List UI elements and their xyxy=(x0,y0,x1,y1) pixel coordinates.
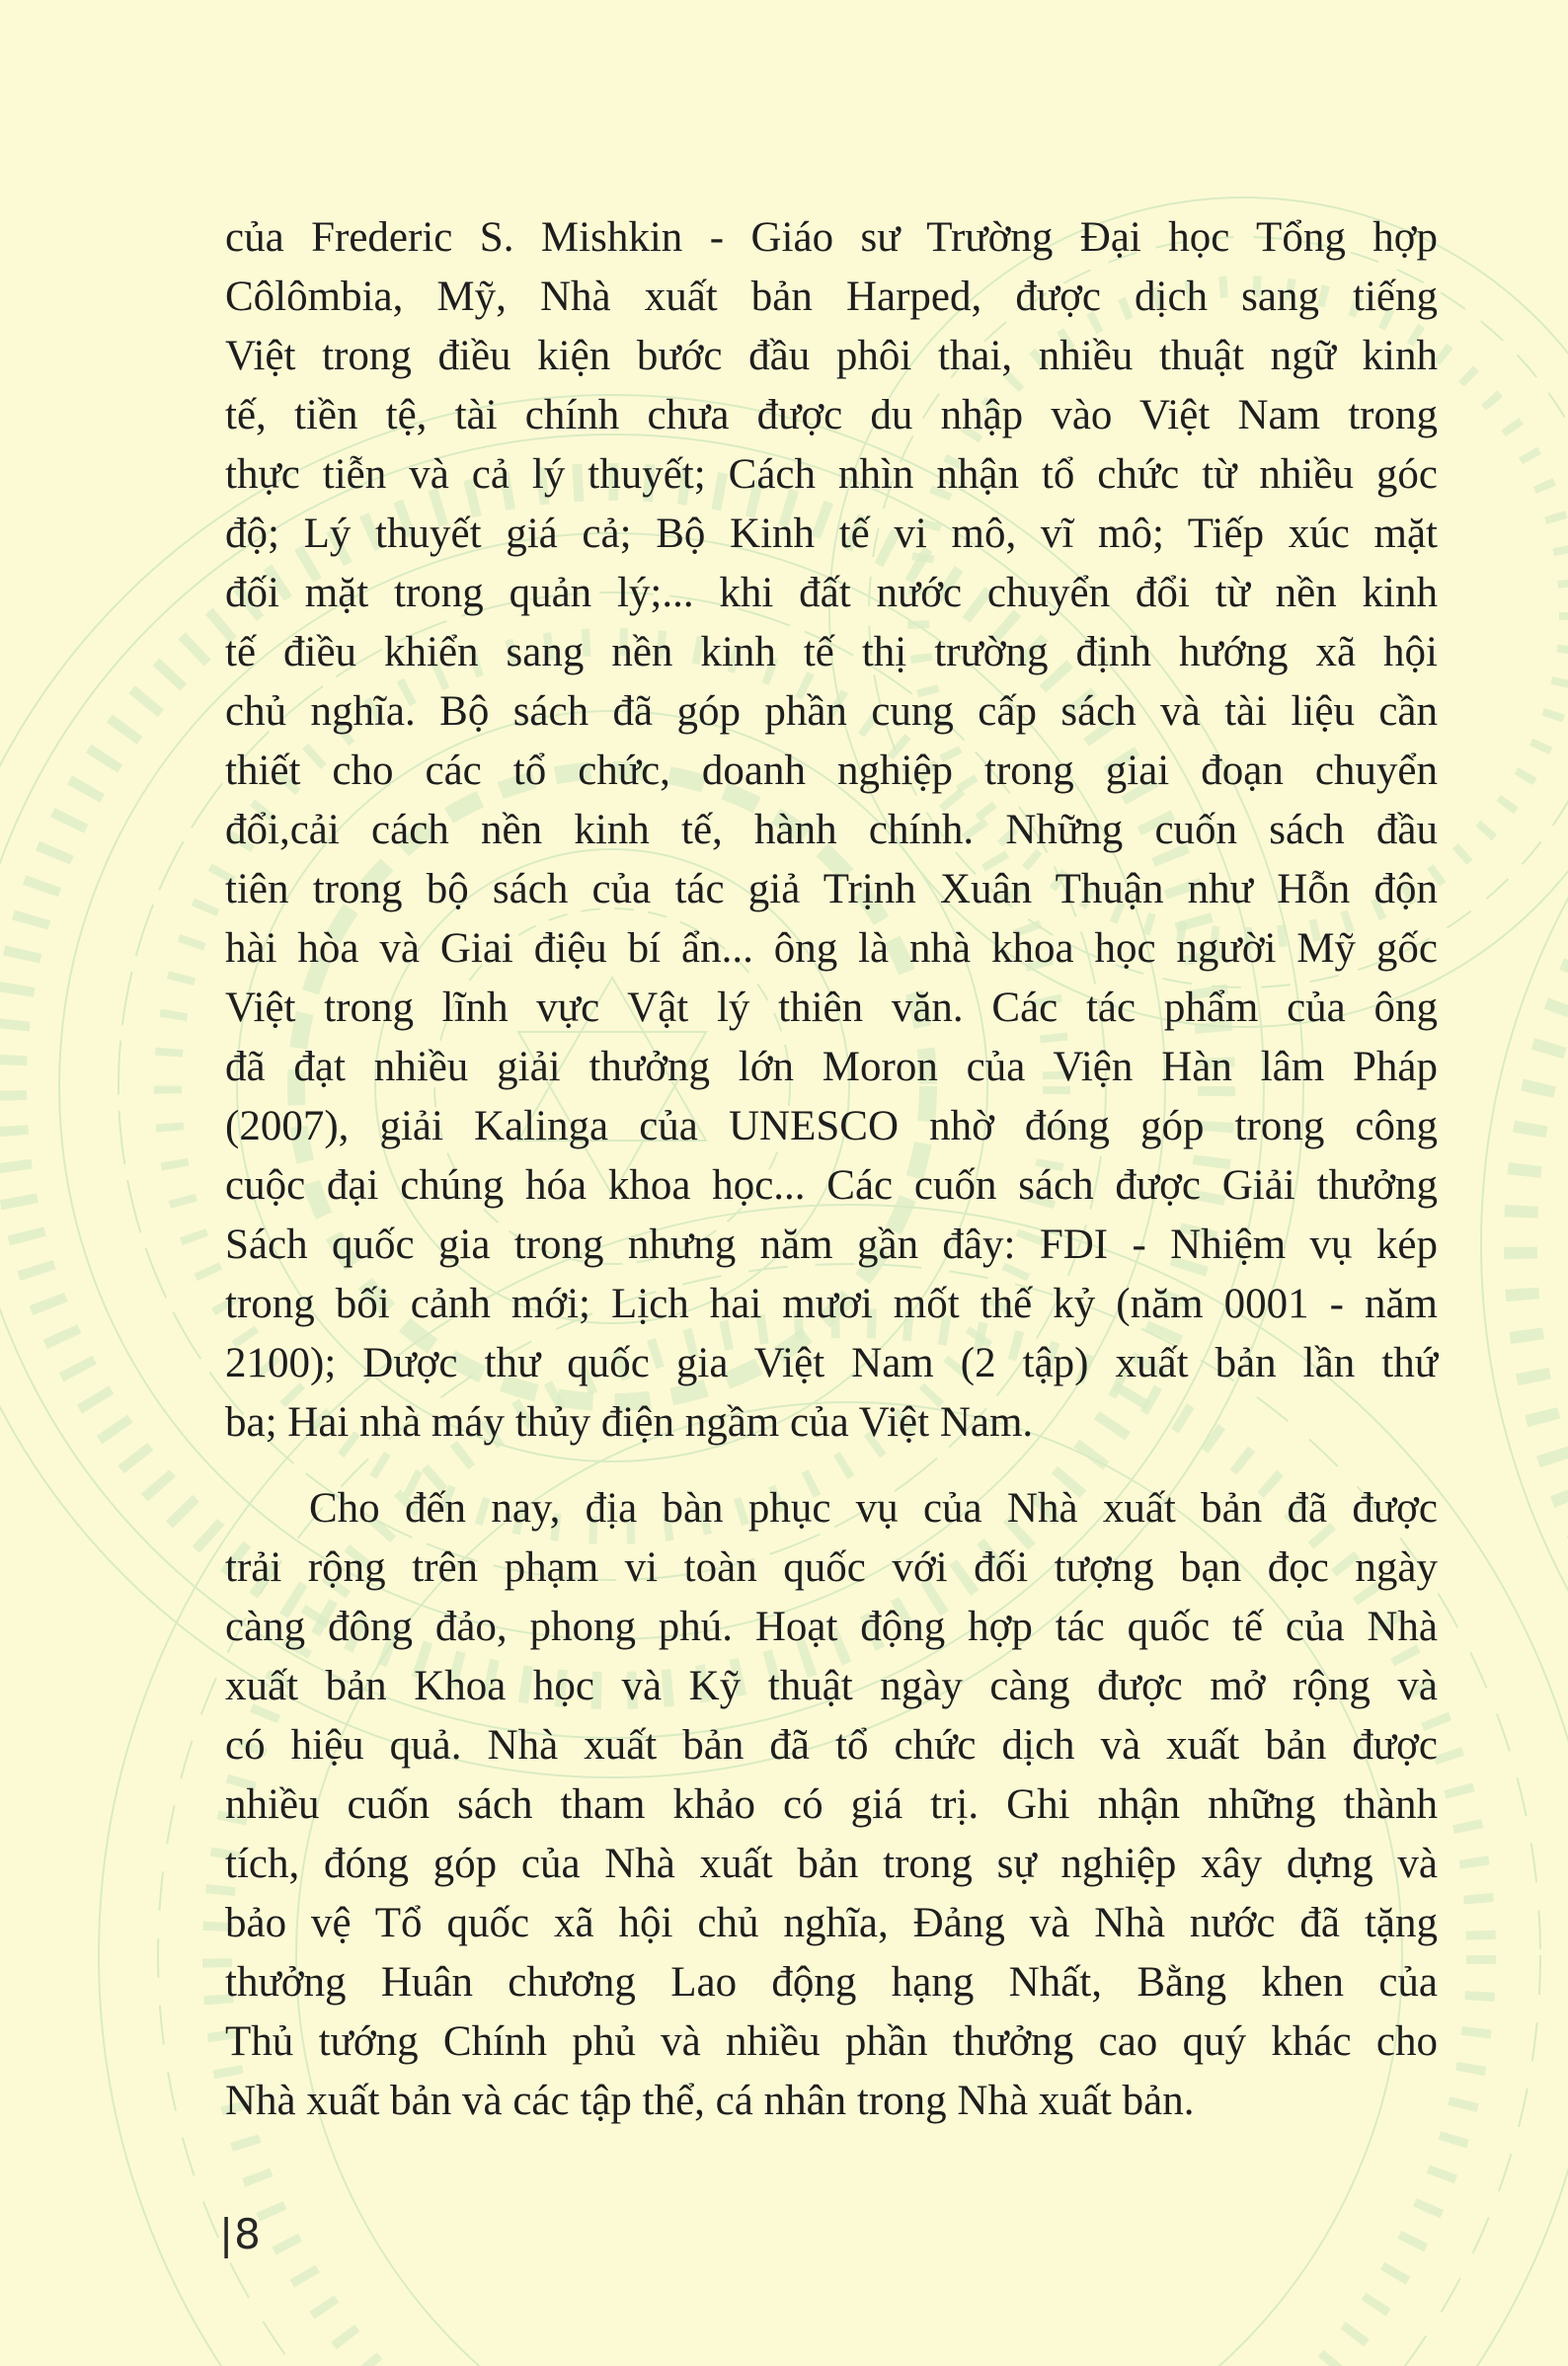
text-line: càng đông đảo, phong phú. Hoạt động hợp tác quốc tế của Nhà xyxy=(225,1604,1438,1650)
text-line: tế điều khiển sang nền kinh tế thị trường định hướng xã hội xyxy=(225,629,1438,675)
text-line: độ; Lý thuyết giá cả; Bộ Kinh tế vi mô, vĩ mô; Tiếp xúc mặt xyxy=(225,511,1438,557)
text-line: của Frederic S. Mishkin - Giáo sư Trường Đại học Tổng hợp xyxy=(225,214,1438,261)
text-line: (2007), giải Kalinga của UNESCO nhờ đóng góp trong công xyxy=(225,1103,1438,1149)
text-line: có hiệu quả. Nhà xuất bản đã tổ chức dịch và xuất bản được xyxy=(225,1722,1438,1769)
text-line: tiên trong bộ sách của tác giả Trịnh Xuân Thuận như Hỗn độn xyxy=(225,866,1438,912)
text-line: Việt trong điều kiện bước đầu phôi thai, nhiều thuật ngữ kinh xyxy=(225,333,1438,379)
text-line: Thủ tướng Chính phủ và nhiều phần thưởng cao quý khác cho xyxy=(225,2018,1438,2065)
text-line: đổi,cải cách nền kinh tế, hành chính. Những cuốn sách đầu xyxy=(225,807,1438,853)
text-line: Việt trong lĩnh vực Vật lý thiên văn. Các tác phẩm của ông xyxy=(225,985,1438,1031)
text-line: xuất bản Khoa học và Kỹ thuật ngày càng được mở rộng và xyxy=(225,1663,1438,1709)
text-line: tế, tiền tệ, tài chính chưa được du nhập vào Việt Nam trong xyxy=(225,392,1438,438)
text-line: cuộc đại chúng hóa khoa học... Các cuốn sách được Giải thưởng xyxy=(225,1162,1438,1209)
paragraph-1 xyxy=(225,208,1438,1453)
text-line: tích, đóng góp của Nhà xuất bản trong sự nghiệp xây dựng và xyxy=(225,1841,1438,1887)
page-number: |8 xyxy=(219,2210,262,2258)
text-line: Cho đến nay, địa bàn phục vụ của Nhà xuất bản đã được xyxy=(309,1485,1438,1532)
text-line: Nhà xuất bản và các tập thể, cá nhân trong Nhà xuất bản. xyxy=(225,2078,1195,2124)
text-line: ba; Hai nhà máy thủy điện ngầm của Việt Nam. xyxy=(225,1399,1034,1446)
text-line: thực tiễn và cả lý thuyết; Cách nhìn nhận tổ chức từ nhiều góc xyxy=(225,451,1438,498)
text-line: hài hòa và Giai điệu bí ẩn... ông là nhà khoa học người Mỹ gốc xyxy=(225,925,1438,972)
text-line: bảo vệ Tổ quốc xã hội chủ nghĩa, Đảng và Nhà nước đã tặng xyxy=(225,1900,1438,1946)
text-line: đối mặt trong quản lý;... khi đất nước chuyển đổi từ nền kinh xyxy=(225,570,1438,616)
text-line: trải rộng trên phạm vi toàn quốc với đối tượng bạn đọc ngày xyxy=(225,1544,1438,1591)
text-line: thưởng Huân chương Lao động hạng Nhất, Bằng khen của xyxy=(225,1959,1438,2006)
text-line: Sách quốc gia trong nhưng năm gần đây: FDI - Nhiệm vụ kép xyxy=(225,1222,1438,1268)
page-text xyxy=(225,208,1438,2131)
text-line: đã đạt nhiều giải thưởng lớn Moron của Viện Hàn lâm Pháp xyxy=(225,1044,1438,1090)
paragraph-2 xyxy=(225,1479,1438,2131)
emblem-rings-right xyxy=(1481,513,1568,1975)
text-line: 2100); Dược thư quốc gia Việt Nam (2 tập) xuất bản lần thứ xyxy=(225,1340,1438,1386)
text-line: nhiều cuốn sách tham khảo có giá trị. Ghi nhận những thành xyxy=(225,1781,1438,1828)
text-line: trong bối cảnh mới; Lịch hai mươi mốt thế kỷ (năm 0001 - năm xyxy=(225,1281,1438,1327)
text-line: thiết cho các tổ chức, doanh nghiệp trong giai đoạn chuyển xyxy=(225,748,1438,794)
text-line: chủ nghĩa. Bộ sách đã góp phần cung cấp sách và tài liệu cần xyxy=(225,688,1438,735)
text-line: Côlômbia, Mỹ, Nhà xuất bản Harped, được dịch sang tiếng xyxy=(225,274,1438,320)
